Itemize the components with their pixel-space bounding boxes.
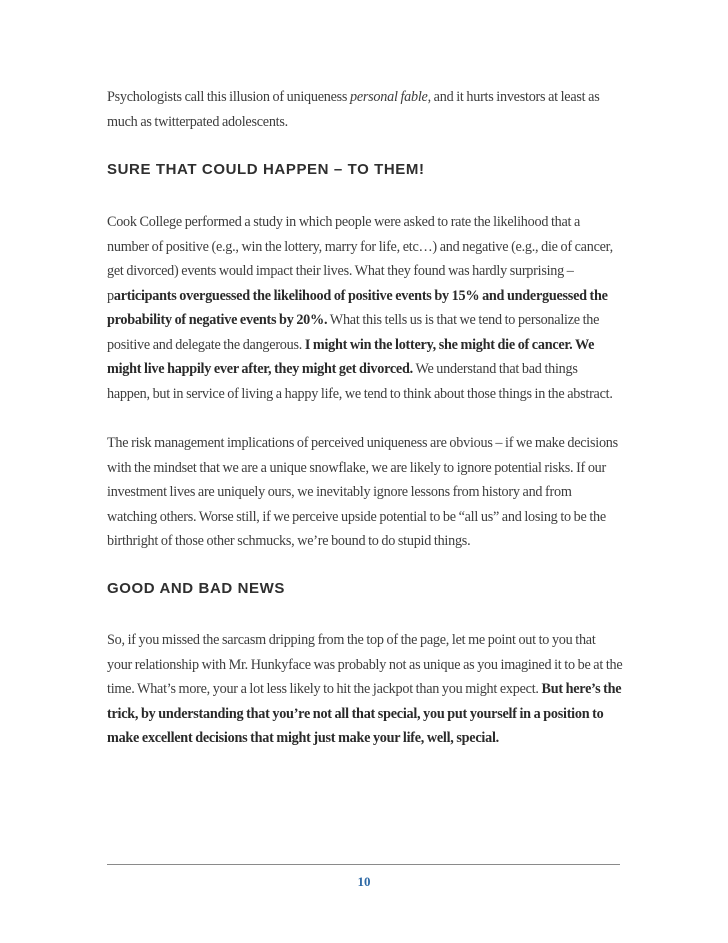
risk-paragraph: The risk management implications of perceived uniqueness are obvious – if we make decisions with the mindset that we are a unique snowflake, we are likely to ignore potential risks. If our investment lives are uniquely ours, we inevitably ignore lessons from history and from watching others. Worse still, if we perceive upside potential to be “all us” and losing to be the birthright of those other schmucks, we’re bound to do stupid things. (107, 435, 618, 549)
news-text-1: So, if you missed the sarcasm dripping from the top of the page, let me point out to you that your relationship with Mr. Hunkyface was probably not as unique as you imagined it to be at the time. What’s more, your a lot less likely to hit the jackpot than you might expect. (107, 632, 623, 697)
study-bold-2: I might win the lottery, she might die of cancer. We might live happily ever after, they might get divorced. (107, 336, 595, 377)
study-bold-1: articipants overguessed the likelihood of positive events by 15% and underguessed the probability of negative events by 20%. (107, 287, 608, 328)
study-text-3: We understand that bad things happen, but in service of living a happy life, we tend to think about those things in the abstract. (107, 361, 613, 402)
footer-divider (107, 864, 620, 865)
news-bold-1: But here’s the trick, by understanding that you’re not all that special, you put yourself in a position to make excellent decisions that might just make your life, well, special. (107, 681, 622, 746)
intro-emphasis: personal fable (350, 89, 428, 105)
study-paragraph (107, 210, 623, 406)
intro-paragraph (107, 85, 623, 134)
intro-text-2: , and it hurts investors at least as much as twitterpated adolescents. (107, 89, 600, 130)
intro-text-1: Psychologists call this illusion of uniqueness (107, 89, 350, 105)
news-paragraph (107, 628, 623, 751)
study-text-1: Cook College performed a study in which people were asked to rate the likelihood that a number of positive (e.g., win the lottery, marry for life, etc…) and negative (e.g., die of cancer, get divorced) events would impact their lives. What they found was hardly surprising – p (107, 214, 613, 304)
section-heading-2: GOOD AND BAD NEWS (107, 580, 285, 597)
page-number: 10 (357, 874, 371, 889)
section-heading-1: SURE THAT COULD HAPPEN – TO THEM! (107, 161, 425, 178)
study-text-2: What this tells us is that we tend to personalize the positive and delegate the dangerous. (107, 312, 600, 353)
